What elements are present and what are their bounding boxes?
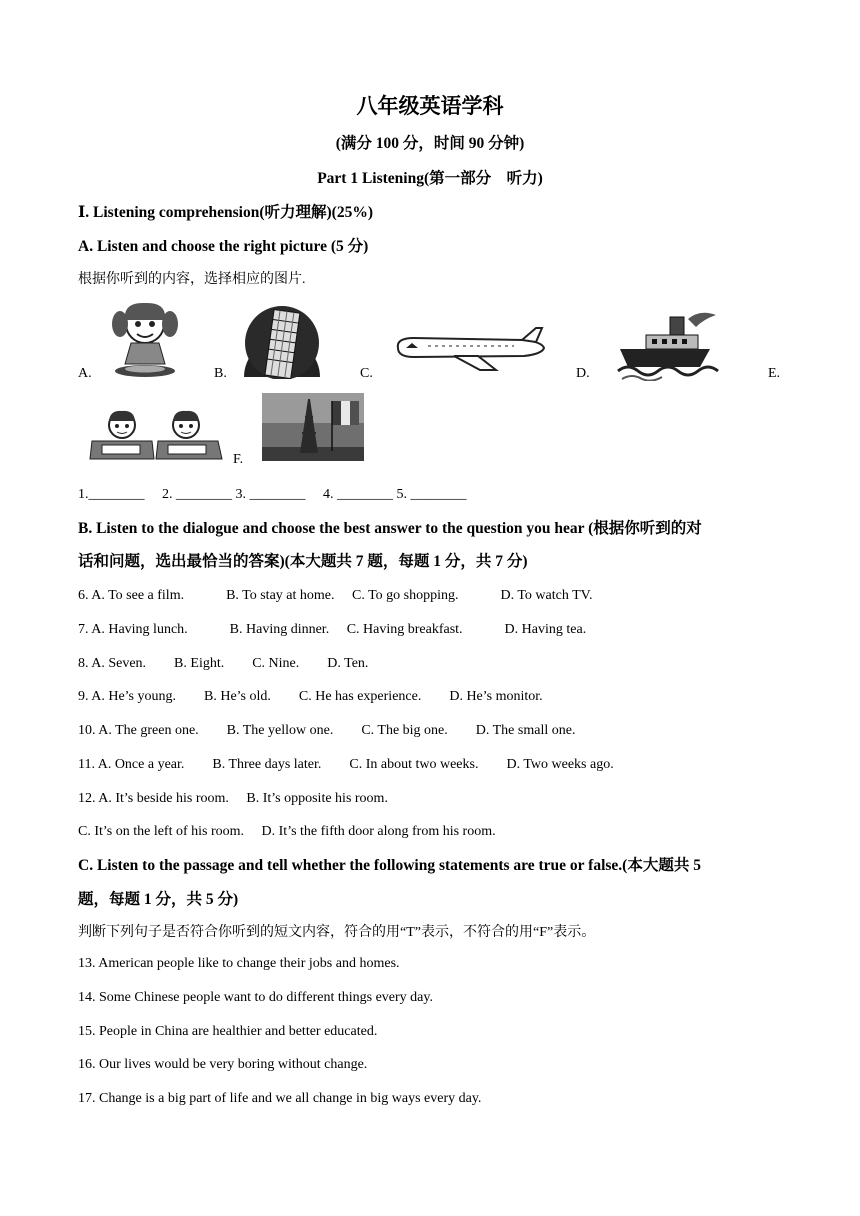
option-label-e: E. [768, 366, 781, 381]
sectionB-title-line2: 话和问题，选出最恰当的答案)(本大题共 7 题，每题 1 分，共 7 分) [78, 553, 528, 570]
option-label-b: B. [214, 366, 227, 381]
option-label-f: F. [233, 452, 244, 467]
sectionC-title-line2: 题，每题 1 分，共 5 分) [78, 891, 239, 908]
question-11: 11. A. Once a year. B. Three days later. C. In about two weeks. D. Two weeks ago. [78, 757, 614, 772]
question-6: 6. A. To see a film. B. To stay at home. C. To go shopping. D. To watch TV. [78, 588, 593, 603]
sectionA-title: A. Listen and choose the right picture (5 分) [78, 238, 369, 255]
leaning-tower-icon [242, 303, 322, 379]
girl-eating-icon [103, 298, 187, 380]
ship-icon [616, 305, 720, 381]
sectionC-instruction: 判断下列句子是否符合你听到的短文内容，符合的用“T”表示，不符合的用“F”表示。 [78, 925, 596, 940]
statement-16: 16. Our lives would be very boring without change. [78, 1057, 368, 1072]
statement-13: 13. American people like to change their jobs and homes. [78, 956, 400, 971]
option-label-d: D. [576, 366, 590, 381]
page-subtitle: (满分 100 分，时间 90 分钟) [335, 135, 525, 152]
sectionC-title-line1: C. Listen to the passage and tell whether the following statements are true or false.(本大题共 5 [78, 857, 701, 874]
sectionB-title-line1: B. Listen to the dialogue and choose the best answer to the question you hear (根据你听到的对 [78, 520, 702, 537]
question-12: 12. A. It’s beside his room. B. It’s opposite his room. [78, 791, 388, 806]
sectionA-answer-line: 1.________ 2. ________ 3. ________ 4. ________ 5. ________ [78, 487, 467, 502]
question-8: 8. A. Seven. B. Eight. C. Nine. D. Ten. [78, 656, 369, 671]
question-9: 9. A. He’s young. B. He’s old. C. He has experience. D. He’s monitor. [78, 689, 543, 704]
option-label-a: A. [78, 366, 92, 381]
statement-17: 17. Change is a big part of life and we all change in big ways every day. [78, 1091, 482, 1106]
airplane-icon [392, 326, 548, 372]
question-10: 10. A. The green one. B. The yellow one. C. The big one. D. The small one. [78, 723, 576, 738]
option-label-c: C. [360, 366, 373, 381]
section1-title: Ⅰ. Listening comprehension(听力理解)(25%) [78, 204, 374, 221]
statement-14: 14. Some Chinese people want to do different things every day. [78, 990, 433, 1005]
question-12-continued: C. It’s on the left of his room. D. It’s the fifth door along from his room. [78, 824, 496, 839]
part-title: Part 1 Listening(第一部分 听力) [317, 170, 543, 187]
question-7: 7. A. Having lunch. B. Having dinner. C. Having breakfast. D. Having tea. [78, 622, 587, 637]
page-title: 八年级英语学科 [356, 94, 504, 118]
sectionA-instruction: 根据你听到的内容，选择相应的图片. [78, 272, 306, 287]
children-studying-icon [88, 405, 228, 463]
statement-15: 15. People in China are healthier and better educated. [78, 1024, 378, 1039]
eiffel-tower-icon [262, 393, 364, 461]
